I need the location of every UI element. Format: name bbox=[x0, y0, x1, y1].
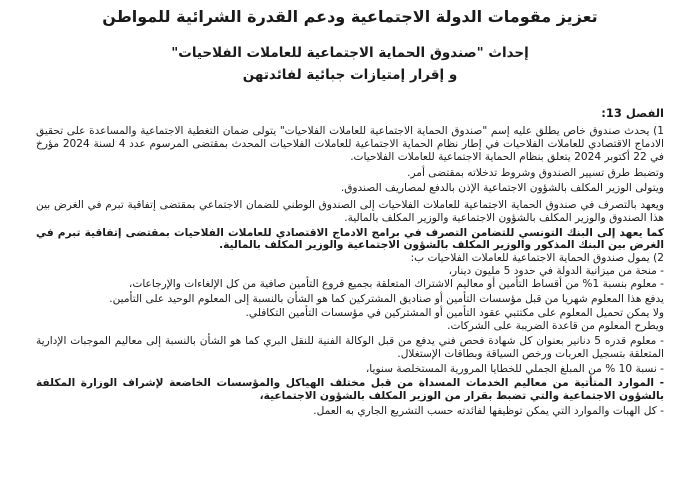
list-item: - كل الهبات والموارد التي يمكن توظيفها لفائدته حسب التشريع الجاري به العمل. bbox=[313, 404, 664, 417]
list-item: - نسبة 10 % من المبلغ الجملي للخطايا المرورية المستخلصة سنويا، bbox=[365, 362, 664, 375]
paragraph: 1) يحدث صندوق خاص يطلق عليه إسم "صندوق الحماية الاجتماعية للعاملات الفلاحيات" يتولى ضمان التغطية الاجتماعية والمساعدة على تحقيق الادماج الاقتصادي للعاملات الفلاحيات في إطار نظام الحماية الاجتماعية للعاملات الفلاحيات المحدث بمقتضى المرسوم عدد 4 لسنة 2024 مؤرخ في 22 أكتوبر 2024 يتعلق بنظام الحماية الاجتماعية للعاملات الفلاحيات. bbox=[36, 125, 664, 163]
section-heading: إحداث "صندوق الحماية الاجتماعية للعاملات الفلاحيات" bbox=[171, 45, 529, 61]
document-title: تعزيز مقومات الدولة الاجتماعية ودعم القدرة الشرائية للمواطن bbox=[102, 7, 598, 26]
paragraph: ولا يمكن تحميل المعلوم على مكتتبي عقود التأمين أو المشتركين في مؤسسات التأمين التكافلي. bbox=[245, 307, 664, 320]
paragraph: ويعهد بالتصرف في صندوق الحماية الاجتماعية للعاملات الفلاحيات إلى الصندوق الوطني للضمان الاجتماعي بمقتضى إتفاقية تبرم في الغرض بين هذا الصندوق والوزير المكلف بالشؤون الاجتماعية والوزير المكلف بالمالية. bbox=[36, 198, 664, 224]
list-item: - معلوم بنسبة 1% من أقساط التأمين أو معاليم الاشتراك المتعلقة بجميع فروع التأمين صافية من كل الإلغاءات والإرجاعات، bbox=[128, 277, 664, 290]
section-subheading: و إقرار إمتيازات جبائية لفائدتهن bbox=[242, 67, 458, 83]
paragraph: يدفع هذا المعلوم شهريا من قبل مؤسسات التأمين أو صناديق المشتركين كما هو الشأن بالنسبة إلى المعلوم الوحيد على التأمين. bbox=[109, 292, 664, 305]
paragraph: كما يعهد إلى البنك التونسي للتضامن التصرف في برامج الادماج الاقتصادي للعاملات الفلاحيات بمقتضى إتفاقية تبرم في الغرض بين البنك المذكور والوزير المكلف بالشؤون الاجتماعية والوزير المكلف بالمالية. bbox=[36, 226, 664, 252]
list-item: - منحة من ميزانية الدولة في حدود 5 مليون دينار، bbox=[448, 264, 664, 277]
list-item: - معلوم قدره 5 دنانير بعنوان كل شهادة فحص فني يدفع من قبل الوكالة الفنية للنقل البري كما هو الشأن بالنسبة إلى معاليم الموجبات الإدارية المتعلقة بتسجيل العربات ورخص السياقة وبطاقات الإستغلال. bbox=[36, 334, 664, 360]
paragraph: ويتولى الوزير المكلف بالشؤون الاجتماعية الإذن بالدفع لمصاريف الصندوق. bbox=[340, 182, 664, 195]
chapter-label: الفصل 13: bbox=[601, 106, 664, 120]
paragraph: وتضبط طرق تسيير الصندوق وشروط تدخلاته بمقتضى أمر. bbox=[407, 167, 664, 180]
list-item: - الموارد المتأتية من معاليم الخدمات المسداة من قبل مختلف الهياكل والمؤسسات الخاضعة لإشراف الوزارة المكلفة بالشؤون الاجتماعية والتي تضبط بقرار من الوزير المكلف بالشؤون الاجتماعية، bbox=[36, 377, 664, 403]
paragraph: ويطرح المعلوم من قاعدة الضريبة على الشركات. bbox=[447, 320, 664, 333]
paragraph: 2) يمول صندوق الحماية الاجتماعية للعاملات الفلاحيات ب: bbox=[410, 252, 664, 265]
